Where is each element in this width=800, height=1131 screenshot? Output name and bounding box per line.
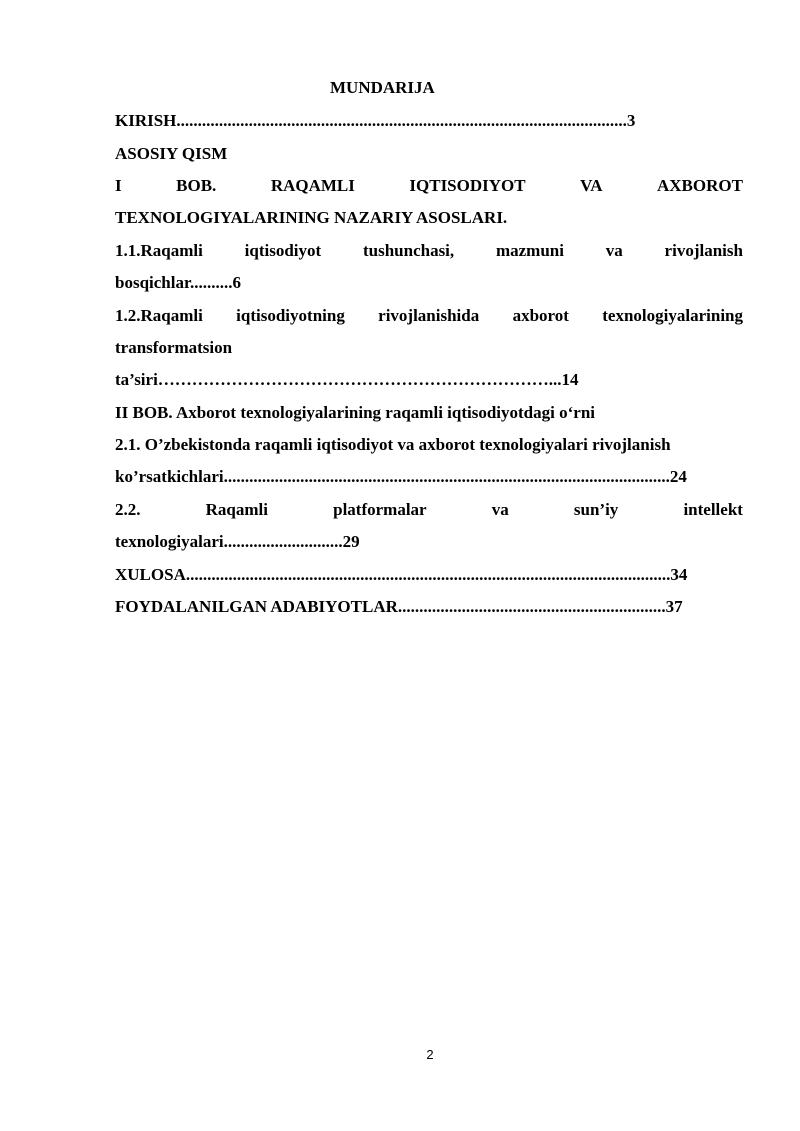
toc-word: IQTISODIYOT [409,176,526,195]
toc-word: 2.2. [115,500,141,519]
toc-word: platformalar [333,500,427,519]
toc-word: rivojlanishida [378,306,480,325]
toc-entry-bob1-line2: TEXNOLOGIYALARINING NAZARIY ASOSLARI. [115,208,508,227]
toc-entry-bob2: II BOB. Axborot texnologiyalarining raqamli iqtisodiyotdagi o‘rni [115,403,595,422]
toc-entry-foydalanilgan: FOYDALANILGAN ADABIYOTLAR...............................................................37 [115,597,683,616]
toc-entry-1-2-line3: ta’siri……………………………………………………………...14 [115,370,579,389]
toc-entry-2-1-line1: 2.1. O’zbekistonda raqamli iqtisodiyot va axborot texnologiyalari rivojlanish [115,435,671,454]
toc-entry-2-2-line1 [115,500,743,520]
toc-word: I [115,176,122,195]
toc-word: rivojlanish [664,241,743,260]
toc-entry-xulosa: XULOSA..................................................................................................................34 [115,565,688,584]
toc-word: intellekt [683,500,743,519]
toc-word: iqtisodiyotning [236,306,345,325]
toc-entry-1-2-line2: transformatsion [115,338,233,357]
toc-word: va [491,500,509,519]
toc-word: axborot [512,306,569,325]
toc-entry-1-1-line1 [115,241,743,261]
toc-word: VA [580,176,603,195]
toc-word: iqtisodiyot [244,241,322,260]
toc-word: mazmuni [495,241,564,260]
toc-word: AXBOROT [657,176,743,195]
toc-word: tushunchasi, [362,241,455,260]
toc-entry-2-1-line2: ko’rsatkichlari.........................................................................................................24 [115,467,687,486]
toc-entry-kirish: KIRISH..........................................................................................................3 [115,111,636,130]
toc-word: 1.2.Raqamli [115,306,203,325]
toc-word: RAQAMLI [270,176,355,195]
page-number: 2 [426,1047,434,1062]
toc-entry-asosiy-qism: ASOSIY QISM [115,144,228,163]
toc-word: sun’iy [573,500,619,519]
toc-title: MUNDARIJA [330,78,435,97]
toc-word: Raqamli [205,500,268,519]
toc-word: BOB. [176,176,217,195]
toc-word: texnologiyalarining [602,306,743,325]
toc-entry-1-1-line2: bosqichlar..........6 [115,273,241,292]
toc-entry-bob1-line1 [115,176,743,196]
toc-word: va [605,241,623,260]
toc-entry-2-2-line2: texnologiyalari............................29 [115,532,360,551]
toc-word: 1.1.Raqamli [115,241,203,260]
toc-entry-1-2-line1 [115,306,743,326]
